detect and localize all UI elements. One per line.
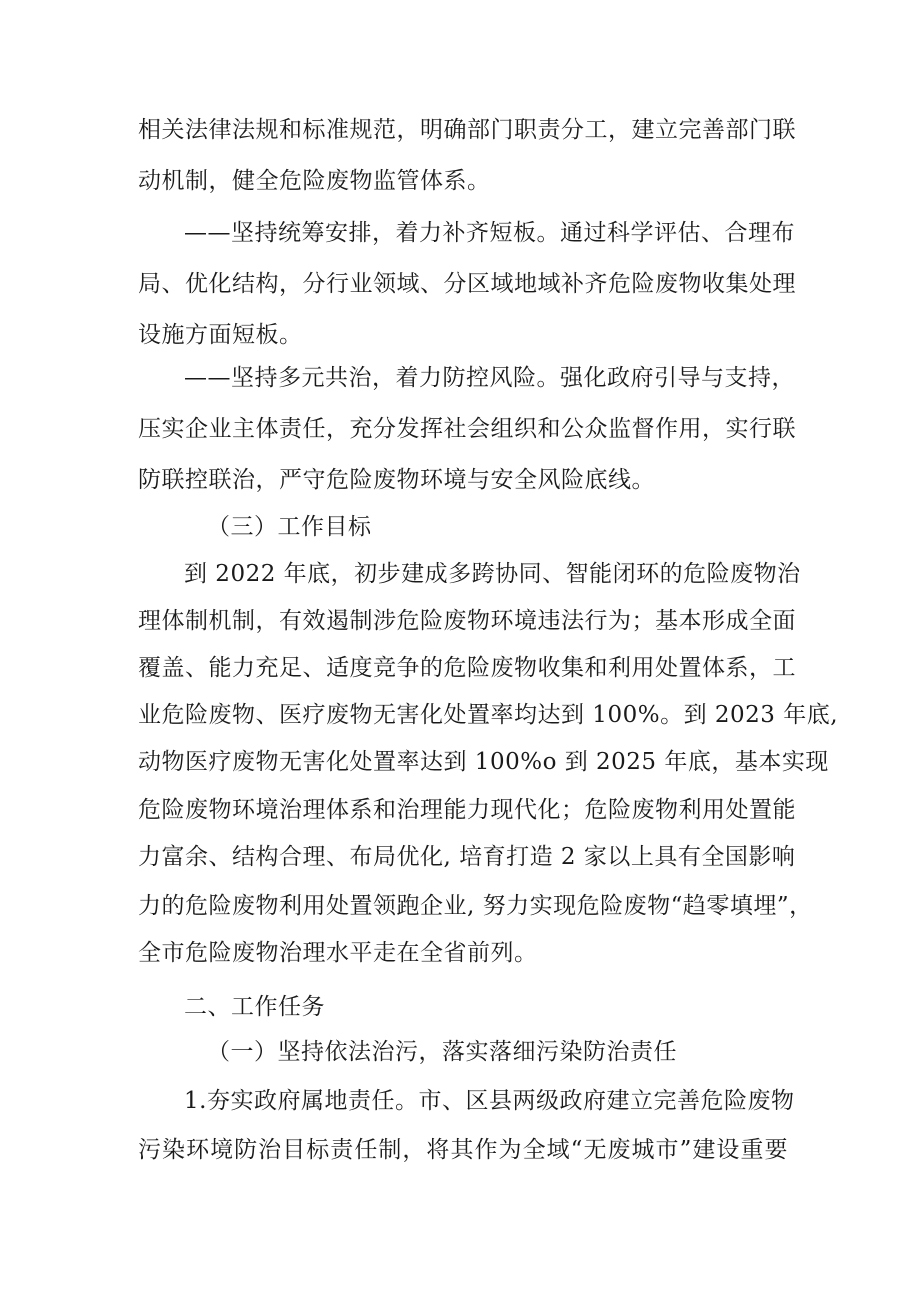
body-text-line: 力的危险废物利用处置领跑企业, 努力实现危险废物“趋零填埋”， xyxy=(138,893,813,919)
body-text-line: 力富余、结构合理、布局优化, 培育打造 2 家以上具有全国影响 xyxy=(138,844,796,870)
body-text-line: 设施方面短板。 xyxy=(138,322,303,348)
body-text-line: 业危险废物、医疗废物无害化处置率均达到 100%。到 2023 年底, xyxy=(138,702,839,728)
body-text-line: 防联控联治，严守危险废物环境与安全风险底线。 xyxy=(138,467,655,493)
body-text-line: 全市危险废物治理水平走在全省前列。 xyxy=(138,940,538,966)
body-text-line: 局、优化结构，分行业领域、分区域地域补齐危险废物收集处理 xyxy=(138,271,796,297)
principle-paragraph-line: ——坚持统筹安排，着力补齐短板。通过科学评估、合理布 xyxy=(184,220,795,246)
subsection-heading-law-based: （一）坚持依法治污，落实落细污染防治责任 xyxy=(207,1039,677,1065)
body-text-line: 动物医疗废物无害化处置率达到 100%o 到 2025 年底，基本实现 xyxy=(138,749,829,775)
principle-paragraph-line: ——坚持多元共治，着力防控风险。强化政府引导与支持， xyxy=(184,365,795,391)
body-text-line: 动机制，健全危险废物监管体系。 xyxy=(138,168,491,194)
goals-paragraph-line: 到 2022 年底，初步建成多跨协同、智能闭环的危险废物治 xyxy=(184,561,801,587)
body-text-line: 压实企业主体责任，充分发挥社会组织和公众监督作用，实行联 xyxy=(138,416,796,442)
body-text-line: 危险废物环境治理体系和治理能力现代化；危险废物利用处置能 xyxy=(138,797,796,823)
section-heading-work-goals: （三）工作目标 xyxy=(207,514,372,540)
section-heading-work-tasks: 二、工作任务 xyxy=(184,994,325,1020)
task-paragraph-line: 1.夯实政府属地责任。市、区县两级政府建立完善危险废物 xyxy=(184,1088,795,1114)
body-text-line: 理体制机制，有效遏制涉危险废物环境违法行为；基本形成全面 xyxy=(138,608,796,634)
body-text-line: 污染环境防治目标责任制，将其作为全域“无废城市”建设重要 xyxy=(138,1137,788,1163)
body-text-line: 覆盖、能力充足、适度竞争的危险废物收集和利用处置体系，工 xyxy=(138,655,796,681)
body-text-line: 相关法律法规和标准规范，明确部门职责分工，建立完善部门联 xyxy=(138,117,796,143)
